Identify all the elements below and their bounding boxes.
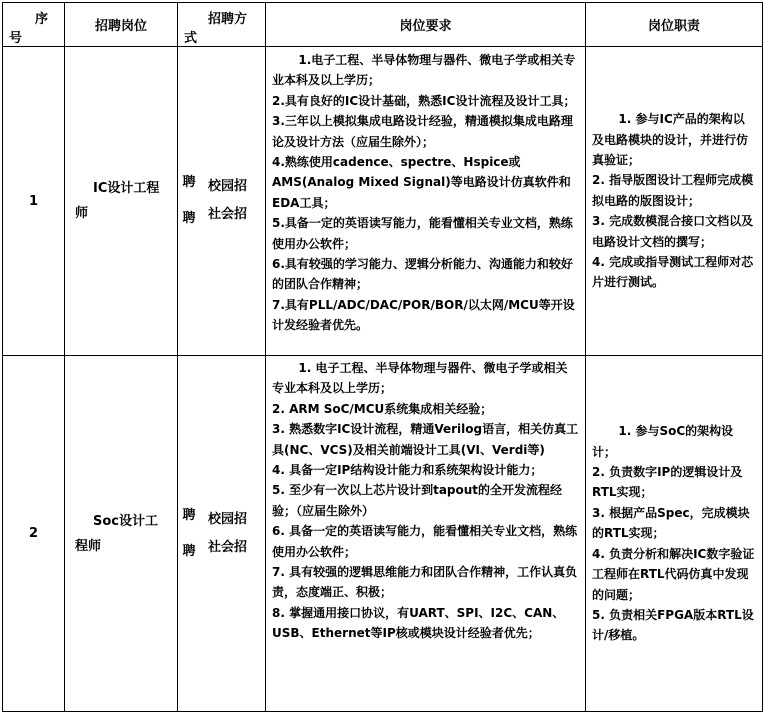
header-method-top: 招聘方 [208, 12, 248, 27]
header-number-top: 序 [35, 12, 49, 27]
requirement-item: 1.电子工程、半导体物理与器件、微电子学或相关专业本科及以上学历； [272, 53, 576, 88]
position-line: 师 [75, 206, 89, 221]
method-social: 社会招 [208, 207, 248, 222]
requirement-item: 2.具有良好的IC设计基础，熟悉IC设计流程及设计工具； [272, 93, 576, 108]
requirement-item: 6.具有较强的学习能力、逻辑分析能力、沟通能力和较好的团队合作精神； [272, 257, 573, 292]
duty-item: 4. 负责分析和解决IC数字验证工程师在RTL代码仿真中发现的问题； [592, 546, 755, 602]
position-line: 程师 [75, 538, 102, 554]
method-char: 聘 [182, 543, 196, 559]
row-number: 1 [3, 47, 65, 356]
requirement-item: 6. 具备一定的英语读写能力，能看懂相关专业文档，熟练使用办公软件； [272, 524, 578, 559]
position-name [65, 356, 178, 712]
requirements-cell [266, 356, 586, 712]
position-line: Soc设计工 [93, 513, 159, 529]
header-method [178, 3, 266, 47]
duty-item: 5. 负责相关FPGA版本RTL设计/移植。 [592, 607, 754, 643]
requirement-item: 5.具备一定的英语读写能力，能看懂相关专业文档，熟练使用办公软件； [272, 216, 573, 251]
recruit-method [178, 356, 266, 712]
requirement-item: 7.具有PLL/ADC/DAC/POR/BOR/以太网/MCU等开设计发经验者优先。 [272, 297, 575, 333]
duty-item: 4. 完成或指导测试工程师对芯片进行测试。 [592, 255, 754, 290]
requirement-item: 8. 掌握通用接口协议，有UART、SPI、I2C、CAN、USB、Ethernet等IP核或模块设计经验者优先； [272, 605, 565, 641]
requirement-item: 5. 至少有一次以上芯片设计到tapout的全开发流程经验；（应届生除外） [272, 483, 563, 518]
duty-item: 2. 指导版图设计工程师完成模拟电路的版图设计； [592, 173, 754, 208]
recruitment-table [2, 2, 763, 712]
duties-cell [586, 47, 763, 356]
requirement-item: 4.熟练使用cadence、spectre、Hspice或AMS(Analog Mixed Signal)等电路设计仿真软件和EDA工具； [272, 155, 571, 210]
table-row [3, 47, 763, 356]
duty-item: 3. 完成数模混合接口文档以及电路设计文档的撰写； [592, 214, 754, 249]
duty-item: 1. 参与SoC的架构设计； [592, 424, 734, 459]
header-requirements: 岗位要求 [266, 3, 586, 47]
row-number: 2 [3, 356, 65, 712]
duty-item: 1. 参与IC产品的架构以及电路模块的设计，并进行仿真验证； [592, 112, 749, 167]
requirement-item: 1. 电子工程、半导体物理与器件、微电子学或相关专业本科及以上学历； [272, 361, 568, 396]
position-name [65, 47, 178, 356]
table-row [3, 356, 763, 712]
header-number-bottom: 号 [9, 31, 23, 46]
header-number [3, 3, 65, 47]
header-row [3, 3, 763, 47]
method-char: 聘 [182, 211, 196, 226]
requirement-item: 7. 具有较强的逻辑思维能力和团队合作精神，工作认真负责，态度端正、积极； [272, 565, 578, 600]
method-char: 聘 [182, 507, 196, 523]
duty-item: 2. 负责数字IP的逻辑设计及RTL实现； [592, 465, 743, 500]
duty-item: 3. 根据产品Spec，完成模块的RTL实现； [592, 505, 750, 541]
requirement-item: 4. 具备一定IP结构设计能力和系统架构设计能力； [272, 463, 543, 478]
method-campus: 校园招 [208, 179, 248, 194]
header-method-bottom: 式 [184, 31, 198, 46]
recruit-method [178, 47, 266, 356]
requirement-item: 3.三年以上模拟集成电路设计经验，精通模拟集成电路理论及设计方法（应届生除外）； [272, 114, 573, 149]
requirement-item: 2. ARM SoC/MCU系统集成相关经验； [272, 401, 493, 416]
requirement-item: 3. 熟悉数字IC设计流程，精通Verilog语言，相关仿真工具(NC、VCS)及相关前端设计工具(VI、Verdi等) [272, 422, 579, 457]
header-position: 招聘岗位 [65, 3, 178, 47]
requirements-cell [266, 47, 586, 356]
duties-cell [586, 356, 763, 712]
header-duties: 岗位职责 [586, 3, 763, 47]
method-social: 社会招 [208, 539, 248, 555]
method-char: 聘 [182, 175, 196, 190]
position-line: IC设计工程 [93, 181, 160, 196]
method-campus: 校园招 [208, 511, 248, 527]
